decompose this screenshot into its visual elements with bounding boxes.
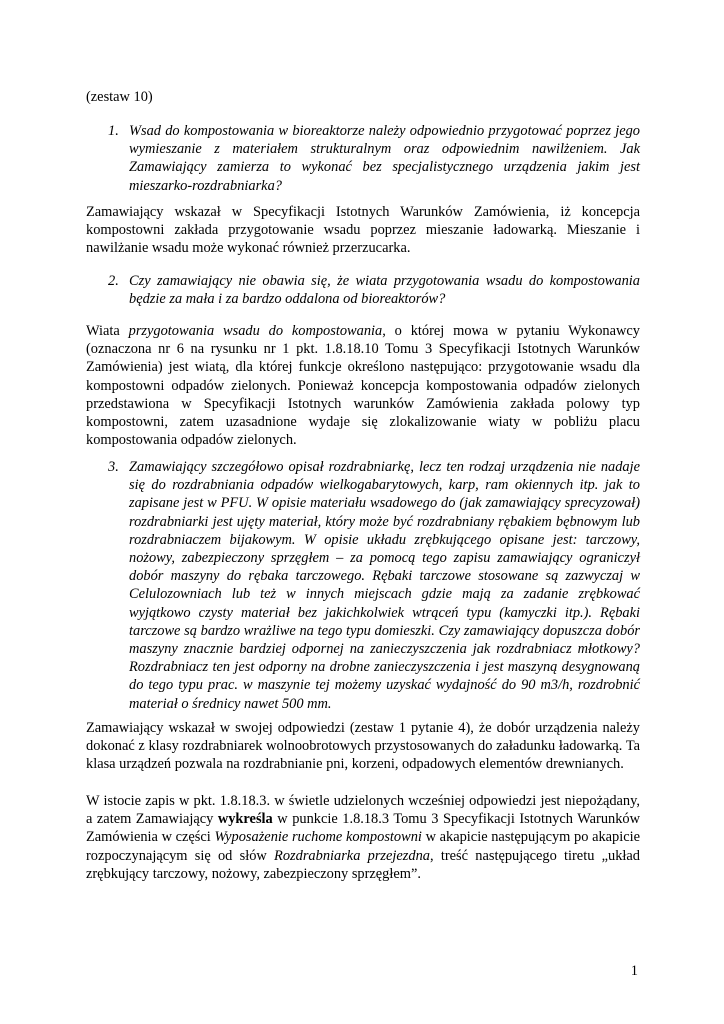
answer-2 bbox=[86, 322, 640, 449]
set-label: (zestaw 10) bbox=[86, 89, 153, 105]
answer-3-italic-2: Rozdrabniarka przejezdna bbox=[274, 847, 430, 864]
question-3-text: Zamawiający szczegółowo opisał rozdrabniarkę, lecz ten rodzaj urządzenia nie nadaje się do rozdrabniania odpadów wielkogabarytowych, karp, ram okiennych itp. jak to zapisane jest w PFU. W opisie materiału wsadowego do (jak zamawiający sprecyzował) rozdrabniarki jest ujęty materiał, który może być rozdrabniany rębakiem bębnowym lub rozdrabniaczem bijakowym. W opisie układu zrębkującego opisane jest: tarczowy, nożowy, zabezpieczony sprzęgłem – za pomocą tego zapisu zamawiający ograniczył dobór maszyny do rębaka tarczowego. Rębaki tarczowe stosowane są zazwyczaj w Celulozowniach lub też w innych miejscach gdzie mają za zadanie zrębkować wyjątkowo czysty materiał bez jakichkolwiek wtrąceń typu (kamyczki itp.). Rębaki tarczowe są bardzo wrażliwe na tego typu domieszki. Czy zamawiający dopuszcza dobór maszyny znacznie bardziej odpornej na zanieczyszczenia jak rozdrabniacz młotkowy? Rozdrabniacz ten jest odporny na drobne zanieczyszczenia i jest maszyną desygnowaną do tego typu prac. w maszynie tej możemy uzyskać wydajność do 90 m3/h, rozdrobnić materiał o średnicy nawet 500 mm. bbox=[129, 459, 640, 712]
question-1-text: Wsad do kompostowania w bioreaktorze należy odpowiednio przygotować poprzez jego wymieszanie z materiałem strukturalnym oraz odpowiednim nawilżeniem. Jak Zamawiający zamierza to wykonać bez specjalistycznego urządzenia jakim jest mieszarko-rozdrabniarka? bbox=[129, 123, 640, 194]
question-1-number: 1. bbox=[108, 123, 119, 139]
answer-3-text-d: , treść następującego tiretu „układ zrębkujący tarczowy, nożowy, zabezpieczony sprzęgłem”. bbox=[86, 847, 640, 882]
question-2-number: 2. bbox=[108, 273, 119, 289]
answer-3-text-b: w punkcie 1.8.18.3 Tomu 3 Specyfikacji Istotnych Warunków Zamówienia w części bbox=[86, 811, 640, 846]
question-2 bbox=[108, 272, 640, 308]
answer-3-paragraph-2 bbox=[86, 792, 640, 883]
answer-3-paragraph-1: Zamawiający wskazał w swojej odpowiedzi (zestaw 1 pytanie 4), że dobór urządzenia należy dokonać z klasy rozdrabniarek wolnoobrotowych przystosowanych do załadunku ładowarką. Ta klasa urządzeń pozwala na rozdrabnianie pni, korzeni, odpadowych elementów drewnianych. bbox=[86, 720, 640, 773]
answer-2-prefix: Wiata bbox=[86, 323, 129, 339]
page-number: 1 bbox=[630, 963, 638, 979]
answer-3-text-c: w akapicie następującym po akapicie rozpoczynającym się od słów bbox=[86, 829, 641, 864]
question-1 bbox=[108, 122, 640, 195]
question-3 bbox=[108, 458, 640, 713]
answer-3-text-a: W istocie zapis w pkt. 1.8.18.3. w świetle udzielonych wcześniej odpowiedzi jest niepożądany, a zatem Zamawiający bbox=[86, 793, 640, 828]
question-3-number: 3. bbox=[108, 459, 119, 475]
question-2-text: Czy zamawiający nie obawia się, że wiata przygotowania wsadu do kompostowania będzie za mała i za bardzo oddalona od bioreaktorów? bbox=[129, 273, 640, 308]
answer-3-bold: wykreśla bbox=[217, 811, 273, 828]
answer-1: Zamawiający wskazał w Specyfikacji Istotnych Warunków Zamówienia, iż koncepcja kompostowni zakłada przygotowanie wsadu poprzez mieszanie ładowarką. Mieszanie i nawilżanie wsadu może wykonać również przerzucarka. bbox=[86, 204, 640, 257]
answer-3-italic-1: Wyposażenie ruchome kompostowni bbox=[214, 829, 422, 846]
answer-2-italic: przygotowania wsadu do kompostowania bbox=[128, 323, 383, 339]
answer-2-suffix: , o której mowa w pytaniu Wykonawcy (oznaczona nr 6 na rysunku nr 1 pkt. 1.8.18.10 Tomu 3 Specyfikacji Istotnych Warunków Zamówienia) jest wiatą, dla której funkcje określono następująco: przygotowanie wsadu dla kompostowni odpadów zielonych. Ponieważ koncepcja kompostowania odpadów zielonych przedstawiona w Specyfikacji Istotnych warunków Zamówienia zakłada polowy typ kompostowni, zatem uzasadnione wydaje się zlokalizowanie wiaty w pobliżu placu kompostowania odpadów zielonych. bbox=[86, 323, 640, 449]
